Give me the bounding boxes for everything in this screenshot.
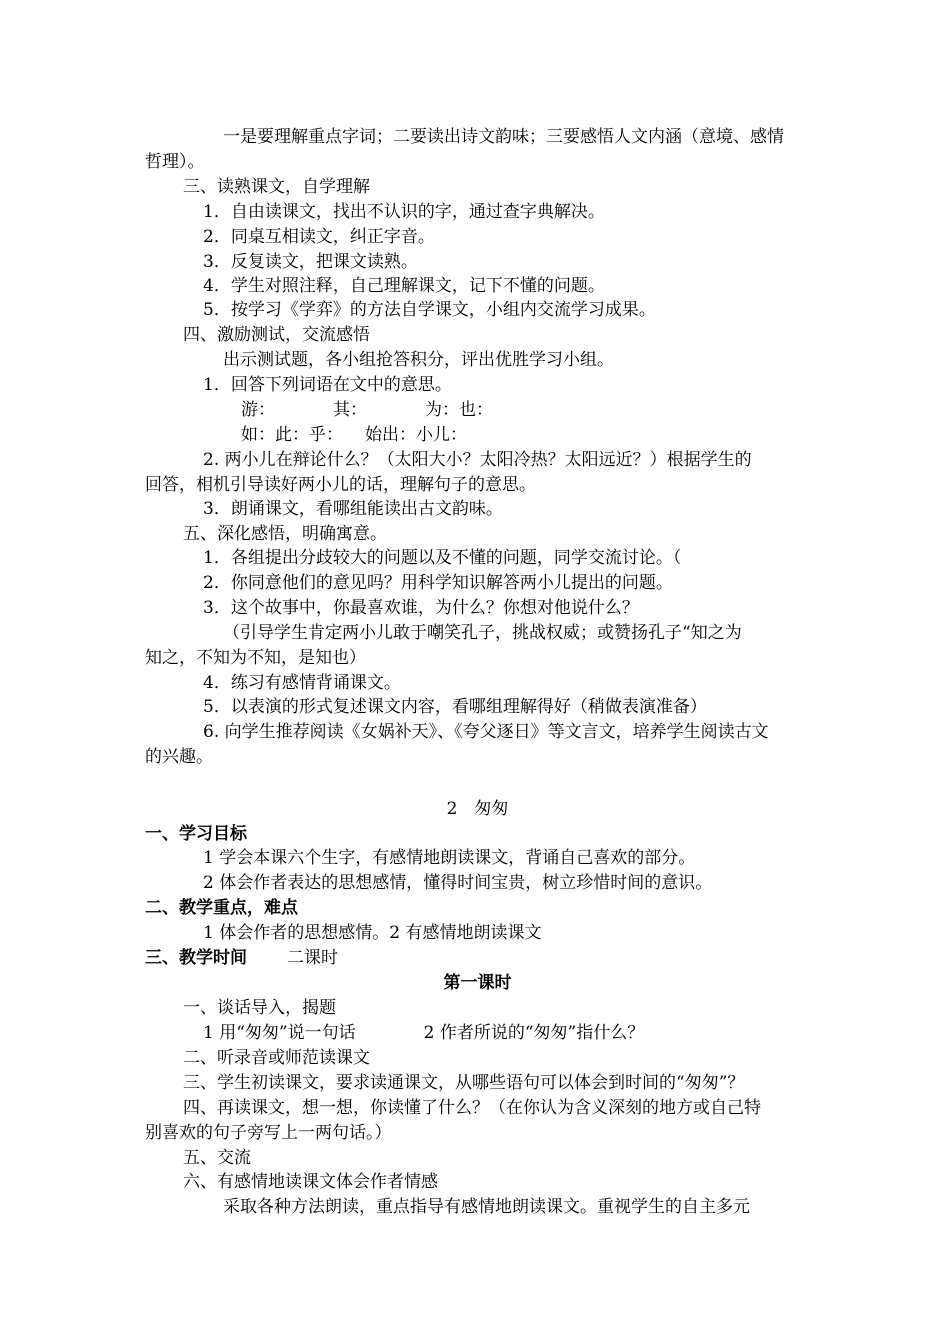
section-heading: 三、教学时间 [145,948,247,968]
vocab-item: 其： [333,400,367,420]
vocab-row [145,423,810,448]
section-heading: 五、深化感悟，明确寓意。 [183,524,387,544]
list-item: 2．你同意他们的意见吗？用科学知识解答两小儿提出的问题。 [203,573,673,593]
list-item: 5．按学习《学弈》的方法自学课文，小组内交流学习成果。 [203,300,656,320]
list-item: 1．各组提出分歧较大的问题以及不懂的问题，同学交流讨论。（ [203,548,682,568]
text-line: （引导学生肯定两小儿敢于嘲笑孔子，挑战权威；或赞扬孔子“知之为 [223,623,742,643]
text-line: 一是要理解重点字词；二要读出诗文韵味；三要感悟人文内涵（意境、感情 [223,127,784,147]
vocab-item: 游： [241,400,275,420]
question-item: 1 用“匆匆”说一句话 [203,1023,356,1043]
text-line: 1 学会本课六个生字，有感情地朗读课文，背诵自己喜欢的部分。 [203,848,696,868]
section-heading: 三、读熟课文，自学理解 [183,177,370,197]
list-item: 1．自由读课文，找出不认识的字，通过查字典解决。 [203,202,605,222]
text-line: 回答，相机引导读好两小儿的话，理解句子的意思。 [145,475,536,495]
list-item: 5．以表演的形式复述课文内容，看哪组理解得好（稍做表演准备） [203,697,707,717]
period-title: 第一课时 [443,973,512,993]
vocab-item: 始出：小儿： [365,425,467,445]
text-line: 三、学生初读课文，要求读通课文，从哪些语句可以体会到时间的“匆匆”？ [183,1073,745,1093]
list-item: 2. 两小儿在辩论什么？（太阳大小？太阳冷热？太阳远近？）根据学生的 [203,450,752,470]
text-line: 的兴趣。 [145,747,213,767]
section-heading: 六、有感情地读课文体会作者情感 [183,1172,438,1192]
text-line: 知之，不知为不知，是知也） [145,648,366,668]
list-item: 1．回答下列词语在文中的意思。 [203,375,452,395]
text-line: 出示测试题，各小组抢答积分，评出优胜学习小组。 [223,350,614,370]
section-heading: 二、听录音或师范读课文 [183,1048,370,1068]
section-heading: 四、激励测试，交流感悟 [183,325,370,345]
teaching-time-row [145,946,810,971]
list-item: 4．学生对照注释，自己理解课文，记下不懂的问题。 [203,276,605,296]
lesson-title: 2 匆匆 [446,799,509,819]
section-heading: 一、谈话导入，揭题 [183,998,336,1018]
question-row [145,1021,810,1046]
list-item: 4．练习有感情背诵课文。 [203,673,401,693]
vocab-item: 为：也： [425,400,493,420]
list-item: 3．朗诵课文，看哪组能读出古文韵味。 [203,499,503,519]
text-line: 1 体会作者的思想感情。2 有感情地朗读课文 [203,923,542,943]
section-heading: 二、教学重点，难点 [145,898,298,918]
text-line: 哲理）。 [145,152,205,172]
section-heading: 五、交流 [183,1148,251,1168]
teaching-time-value: 二课时 [287,948,338,968]
text-line: 四、再读课文，想一想，你读懂了什么？（在你认为含义深刻的地方或自己特 [183,1098,761,1118]
text-line: 别喜欢的句子旁写上一两句话。） [145,1123,392,1143]
list-item: 3．反复读文，把课文读熟。 [203,252,418,272]
text-line: 2 体会作者表达的思想感情，懂得时间宝贵，树立珍惜时间的意识。 [203,873,713,893]
list-item: 3．这个故事中，你最喜欢谁，为什么？你想对他说什么？ [203,598,639,618]
section-heading: 一、学习目标 [145,824,247,844]
vocab-item: 如：此：乎： [241,425,343,445]
text-line: 采取各种方法朗读，重点指导有感情地朗读课文。重视学生的自主多元 [223,1197,750,1217]
list-item: 2．同桌互相读文，纠正字音。 [203,227,435,247]
vocab-row [145,398,810,423]
list-item: 6. 向学生推荐阅读《女娲补天》、《夸父逐日》等文言文，培养学生阅读古文 [203,722,769,742]
question-item: 2 作者所说的“匆匆”指什么？ [423,1023,645,1043]
